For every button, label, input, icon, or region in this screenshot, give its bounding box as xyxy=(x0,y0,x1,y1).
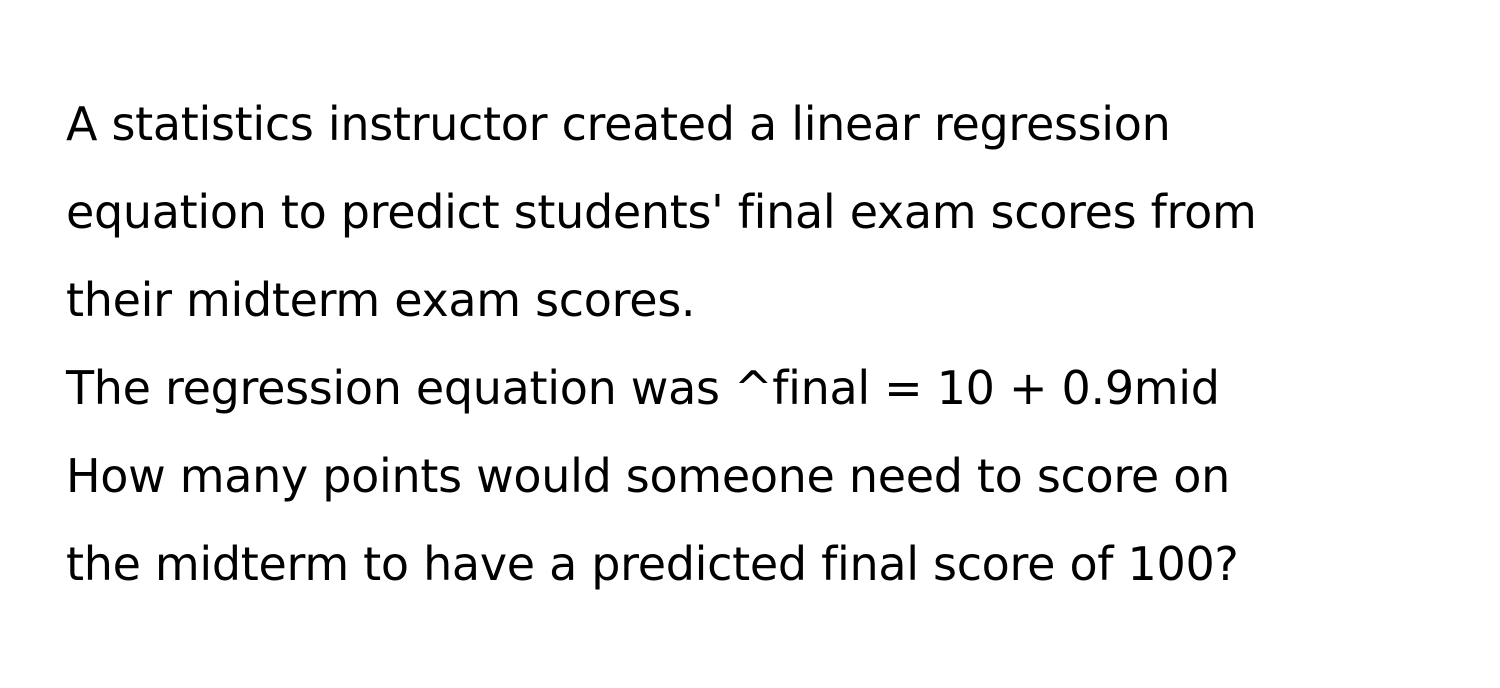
problem-text xyxy=(66,80,1466,608)
problem-line-2: equation to predict students' final exam scores from xyxy=(66,185,1257,239)
problem-line-3: their midterm exam scores. xyxy=(66,273,696,327)
regression-equation-line: The regression equation was ^final = 10 + 0.9mid xyxy=(66,361,1220,415)
problem-line-1: A statistics instructor created a linear regression xyxy=(66,97,1171,151)
question-line-2: the midterm to have a predicted final score of 100? xyxy=(66,537,1239,591)
question-line-1: How many points would someone need to score on xyxy=(66,449,1230,503)
